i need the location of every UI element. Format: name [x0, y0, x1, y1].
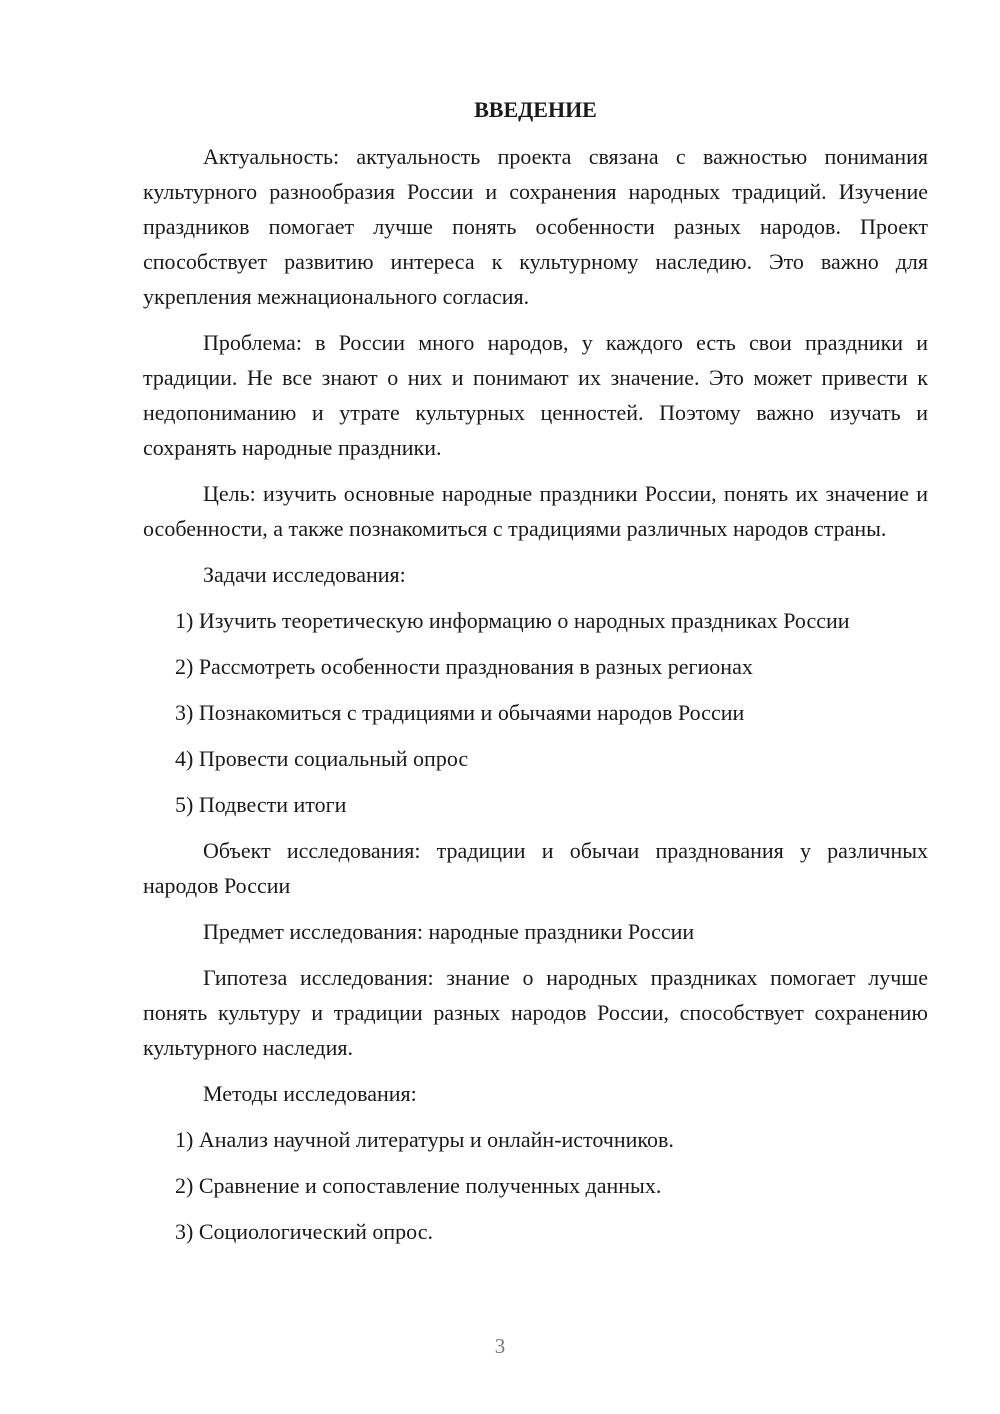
problem-paragraph: Проблема: в России много народов, у каждого есть свои праздники и традиции. Не все знают о них и понимают их значение. Это может привести к недопониманию и утрате культурных ценностей. Поэтому важно изучать и сохранять народные праздники. [143, 330, 928, 460]
object-paragraph: Объект исследования: традиции и обычаи празднования у различных народов России [143, 838, 928, 898]
hypothesis-paragraph: Гипотеза исследования: знание о народных праздниках помогает лучше понять культуру и традиции разных народов России, способствует сохранению культурного наследия. [143, 965, 928, 1060]
task-item: 4) Провести социальный опрос [175, 746, 469, 771]
relevance-paragraph: Актуальность: актуальность проекта связана с важностью понимания культурного разнообразия России и сохранения народных традиций. Изучение праздников помогает лучше понять особенности разных народов. Проект способствует развитию интереса к культурному наследию. Это важно для укрепления межнационального согласия. [143, 144, 928, 309]
task-item: 2) Рассмотреть особенности празднования в разных регионах [175, 654, 753, 679]
method-item: 1) Анализ научной литературы и онлайн-источников. [175, 1127, 674, 1152]
task-item: 3) Познакомиться с традициями и обычаями народов России [175, 700, 745, 725]
method-item: 3) Социологический опрос. [175, 1219, 433, 1244]
method-item: 2) Сравнение и сопоставление полученных данных. [175, 1173, 662, 1198]
page-number: 3 [494, 1334, 506, 1358]
task-item: 5) Подвести итоги [175, 792, 347, 817]
tasks-heading: Задачи исследования: [203, 562, 406, 587]
page-title: ВВЕДЕНИЕ [474, 97, 597, 122]
page-content [143, 93, 928, 1249]
methods-heading: Методы исследования: [203, 1081, 417, 1106]
subject-paragraph: Предмет исследования: народные праздники России [203, 919, 695, 944]
goal-paragraph: Цель: изучить основные народные праздники России, понять их значение и особенности, а также познакомиться с традициями различных народов страны. [143, 481, 928, 541]
task-item: 1) Изучить теоретическую информацию о народных праздниках России [175, 608, 850, 633]
